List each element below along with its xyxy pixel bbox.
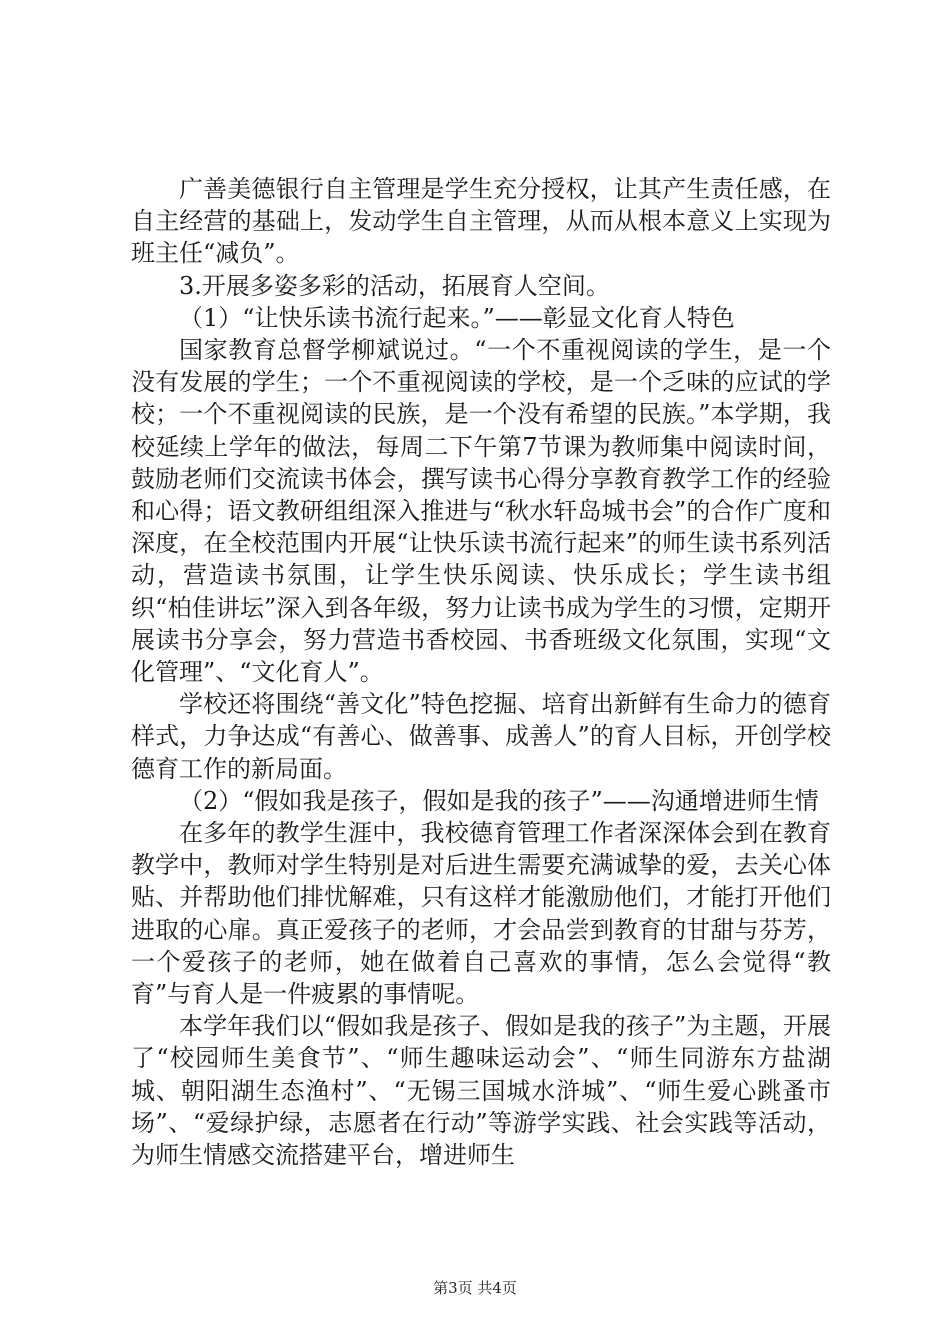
page-number-footer: 第3页 共4页 bbox=[433, 1279, 517, 1297]
heading-reading-activity: （1）“让快乐读书流行起来。”——彰显文化育人特色 bbox=[179, 303, 735, 332]
paragraph-teaching-career: 在多年的教学生涯中，我校德育管理工作者深深体会到在教育教学中，教师对学生特别是对后进生需要充满诚挚的爱，去关心体贴、并帮助他们排忧解难，只有这样才能激励他们，才能打开他们进取的心扉。真正爱孩子的老师，才会品尝到教育的甘甜与芬芳，一个爱孩子的老师，她在做着自己喜欢的事情，怎么会觉得“教育”与育人是一件疲累的事情呢。 bbox=[131, 819, 831, 1009]
paragraph-good-culture: 学校还将围绕“善文化”特色挖掘、培育出新鲜有生命力的德育样式，力争达成“有善心、做善事、成善人”的育人目标，开创学校德育工作的新局面。 bbox=[131, 690, 831, 783]
paragraph-reading: 国家教育总督学柳斌说过。“一个不重视阅读的学生，是一个没有发展的学生；一个不重视阅读的学校，是一个乏味的应试的学校；一个不重视阅读的民族，是一个没有希望的民族。”本学期，我校延续上学年的做法，每周二下午第7节课为教师集中阅读时间，鼓励老师们交流读书体会，撰写读书心得分享教育教学工作的经验和心得；语文教研组组深入推进与“秋水轩岛城书会”的合作广度和深度，在全校范围内开展“让快乐读书流行起来”的师生读书系列活动，营造读书氛围，让学生快乐阅读、快乐成长；学生读书组织“柏佳讲坛”深入到各年级，努力让读书成为学生的习惯，定期开展读书分享会，努力营造书香校园、书香班级文化氛围，实现“文化管理”、“文化育人”。 bbox=[131, 336, 831, 687]
paragraph-moral-bank: 广善美德银行自主管理是学生充分授权，让其产生责任感，在自主经营的基础上，发动学生自主管理，从而从根本意义上实现为班主任“减负”。 bbox=[131, 175, 831, 268]
heading-section-3: 3.开展多姿多彩的活动，拓展育人空间。 bbox=[179, 271, 610, 300]
document-body bbox=[131, 173, 831, 1171]
paragraph-activities: 本学年我们以“假如我是孩子、假如是我的孩子”为主题，开展了“校园师生美食节”、“师生趣味运动会”、“师生同游东方盐湖城、朝阳湖生态渔村”、“无锡三国城水浒城”、“师生爱心跳蚤市场”、“爱绿护绿，志愿者在行动”等游学实践、社会实践等活动，为师生情感交流搭建平台，增进师生 bbox=[131, 1012, 831, 1170]
heading-teacher-student: （2）“假如我是孩子，假如是我的孩子”——沟通增进师生情 bbox=[179, 786, 819, 815]
